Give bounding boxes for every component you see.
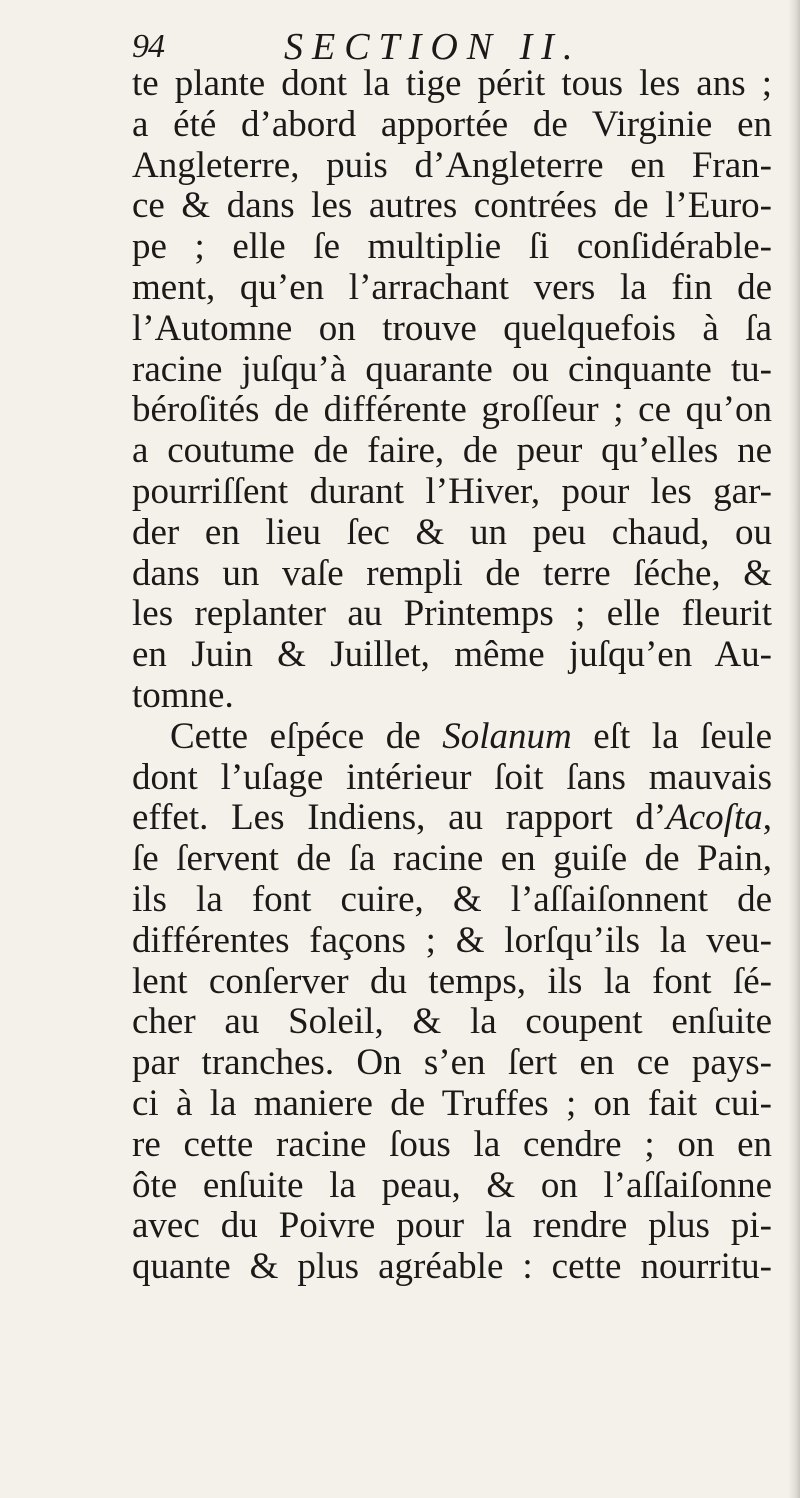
page-edge-shadow [788, 0, 800, 1498]
text-line: effet. Les Indiens, au rapport d’Acoſta, [132, 797, 772, 839]
text-line: dans un vaſe rempli de terre ſéche, & [132, 552, 772, 594]
text-line: Cette eſpéce de Solanum eſt la ſeule [170, 715, 772, 757]
page-number: 94 [132, 28, 164, 65]
text-line: tomne. [132, 674, 234, 716]
body-text [132, 64, 772, 1288]
text-line: béroſités de différente groſſeur ; ce qu’on [132, 389, 772, 431]
text-line: a été d’abord apportée de Virginie en [132, 103, 772, 145]
text-line: ſe ſervent de ſa racine en guiſe de Pain, [132, 838, 772, 880]
italic-term: Solanum [442, 715, 572, 757]
text-line: dont l’uſage intérieur ſoit ſans mauvais [132, 756, 772, 798]
text-line: en Juin & Juillet, même juſqu’en Au- [132, 634, 772, 676]
text-line: pe ; elle ſe multiplie ſi conſidérable- [132, 226, 772, 268]
text-line: re cette racine ſous la cendre ; on en [132, 1123, 772, 1165]
text-line: avec du Poivre pour la rendre plus pi- [132, 1205, 772, 1247]
text-line: Angleterre, puis d’Angleterre en Fran- [132, 144, 772, 186]
text-line: ci à la maniere de Truffes ; on fait cui- [132, 1082, 772, 1124]
text-line: pourriſſent durant l’Hiver, pour les gar- [132, 470, 772, 512]
text-line: ôte enſuite la peau, & on l’aſſaiſonne [132, 1164, 772, 1206]
text-line: différentes façons ; & lorſqu’ils la veu- [132, 919, 772, 961]
text-line: racine juſqu’à quarante ou cinquante tu- [132, 348, 772, 390]
text-line: lent conſerver du temps, ils la font ſé- [132, 960, 772, 1002]
text-line: cher au Soleil, & la coupent enſuite [132, 1001, 772, 1043]
text-line: par tranches. On s’en ſert en ce pays- [132, 1042, 772, 1084]
italic-term: Acoſta [666, 797, 763, 839]
text-line: quante & plus agréable : cette nourritu- [132, 1246, 772, 1288]
text-line: ce & dans les autres contrées de l’Euro- [132, 185, 772, 227]
text-line: a coutume de faire, de peur qu’elles ne [132, 430, 772, 472]
text-line: les replanter au Printemps ; elle fleurit [132, 593, 772, 635]
text-line: te plante dont la tige périt tous les ans ; [132, 63, 772, 104]
text-line: ment, qu’en l’arrachant vers la fin de [132, 266, 772, 308]
text-line: l’Automne on trouve quelquefois à ſa [132, 307, 772, 349]
text-line: der en lieu ſec & un peu chaud, ou [132, 511, 772, 553]
running-head: SECTION II. [284, 26, 582, 68]
text-line: ils la font cuire, & l’aſſaiſonnent de [132, 878, 772, 920]
